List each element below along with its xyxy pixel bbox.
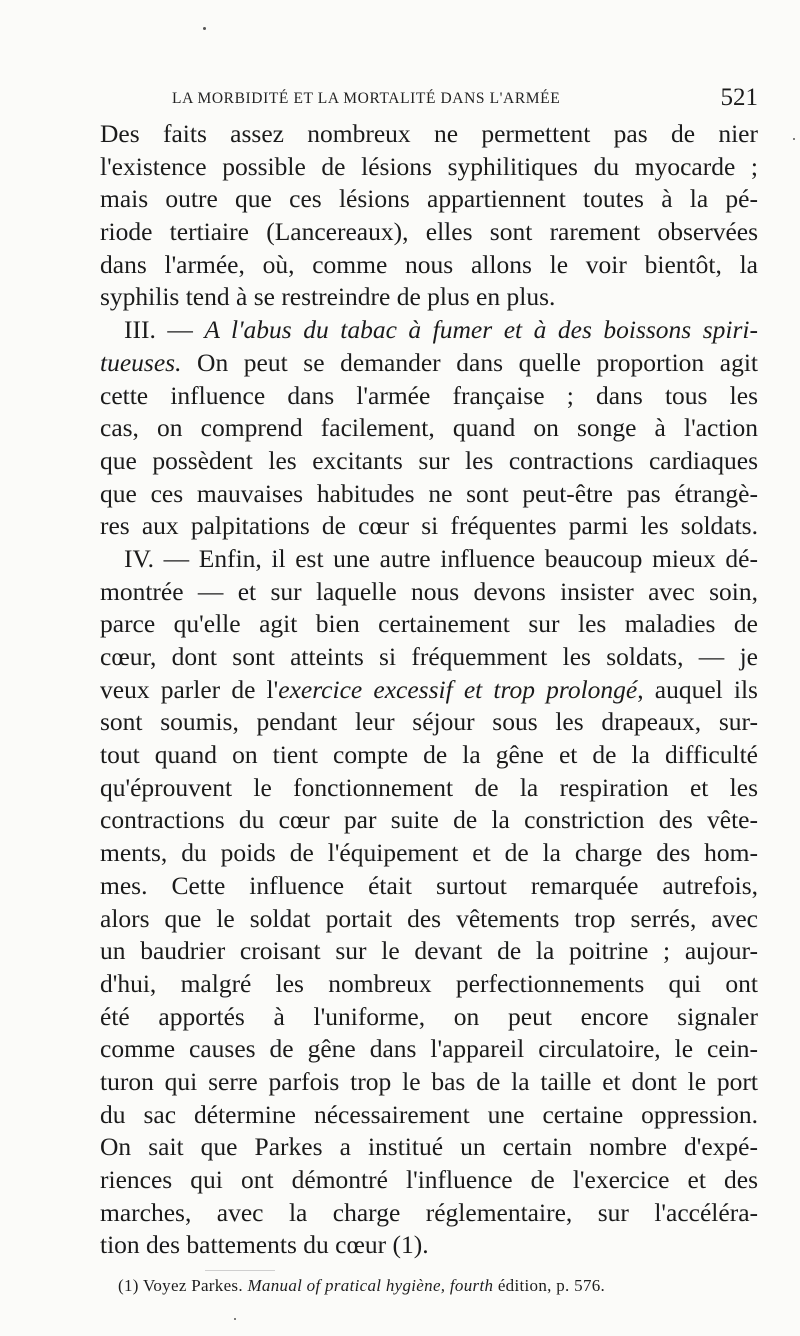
section-heading-line [100, 314, 758, 347]
text-line: cas, on comprend facilement, quand on songe à l'action [100, 413, 758, 443]
text-line: riode tertiaire (Lancereaux), elles sont rarement observées [100, 217, 758, 247]
text-line: cette influence dans l'armée française ; dans tous les [100, 380, 758, 410]
text-line: montrée — et sur laquelle nous devons insister avec soin, [100, 576, 758, 606]
text-line: cœur, dont sont atteints si fréquemment les soldats, — je [100, 642, 758, 671]
text-line: marches, avec la charge réglementaire, sur l'accéléra- [100, 1197, 758, 1227]
footnote-rule [205, 1270, 275, 1271]
text-line: que ces mauvaises habitudes ne sont peut-être pas étrangè- [100, 478, 758, 508]
text-line: dans l'armée, où, comme nous allons le voir bientôt, la [100, 249, 758, 279]
footnote-lead: Voyez Parkes. [142, 1276, 243, 1295]
text-line: du sac détermine nécessairement une certaine oppression. [100, 1099, 758, 1129]
print-speck [234, 1318, 236, 1320]
section-title-end: tueuses. [100, 347, 182, 377]
body-text [100, 118, 758, 1262]
print-speck [793, 138, 795, 140]
text-line: été apportés à l'uniforme, on peut encore signaler [100, 1001, 758, 1031]
text-run: veux parler de l' [100, 674, 279, 704]
text-line: riences qui ont démontré l'influence de l'exercice et des [100, 1165, 758, 1194]
text-run: On peut se demander dans quelle proportion agit [181, 347, 758, 377]
text-line: Des faits assez nombreux ne permettent pas de nier [100, 119, 758, 148]
text-line: On sait que Parkes a institué un certain nombre d'expé- [100, 1132, 758, 1162]
running-header [100, 86, 758, 116]
text-line: IV. — Enfin, il est une autre influence beaucoup mieux dé- [124, 543, 758, 573]
text-line: syphilis tend à se restreindre de plus en plus. [100, 282, 556, 312]
text-line: d'hui, malgré les nombreux perfectionnements qui ont [100, 968, 758, 998]
text-line [100, 674, 758, 707]
text-line: mes. Cette influence était surtout remarquée autrefois, [100, 870, 758, 900]
print-speck [203, 27, 206, 30]
footnote-tail: édition, p. 576. [497, 1276, 606, 1295]
text-line: tion des battements du cœur (1). [100, 1230, 429, 1260]
text-line: ments, du poids de l'équipement et de la charge des hom- [100, 838, 758, 868]
text-line: l'existence possible de lésions syphilitiques du myocarde ; [100, 151, 758, 181]
page-number: 521 [720, 84, 758, 111]
text-line: sont soumis, pendant leur séjour sous les drapeaux, sur- [100, 707, 758, 737]
text-line: mais outre que ces lésions appartiennent toutes à la pé- [100, 184, 758, 214]
text-line: un baudrier croisant sur le devant de la poitrine ; aujour- [100, 936, 758, 966]
text-line: tout quand on tient compte de la gêne et de la difficulté [100, 740, 758, 770]
text-line [100, 347, 758, 380]
text-line: qu'éprouvent le fonctionnement de la respiration et les [100, 772, 758, 802]
section-number: III. — [124, 315, 205, 345]
text-line: res aux palpitations de cœur si fréquentes parmi les soldats. [100, 511, 758, 541]
text-run: , auquel ils [637, 674, 758, 704]
footnote-marker: (1) [118, 1276, 139, 1295]
footnote [118, 1274, 758, 1298]
text-line: comme causes de gêne dans l'appareil circulatoire, le cein- [100, 1034, 758, 1064]
text-line: turon qui serre parfois trop le bas de la taille et dont le port [100, 1066, 758, 1096]
text-line: alors que le soldat portait des vêtements trop serrés, avec [100, 903, 758, 933]
text-line: contractions du cœur par suite de la constriction des vête- [100, 805, 758, 835]
footnote-title: Manual of pratical hygiène, fourth [247, 1276, 494, 1295]
running-title: LA MORBIDITÉ ET LA MORTALITÉ DANS L'ARMÉE [172, 90, 561, 107]
emphasis: exercice excessif et trop prolongé [278, 674, 638, 704]
text-line: que possèdent les excitants sur les contractions cardiaques [100, 445, 758, 475]
text-line: parce qu'elle agit bien certainement sur les maladies de [100, 609, 758, 639]
section-title: A l'abus du tabac à fumer et à des boissons spiri- [204, 315, 758, 345]
